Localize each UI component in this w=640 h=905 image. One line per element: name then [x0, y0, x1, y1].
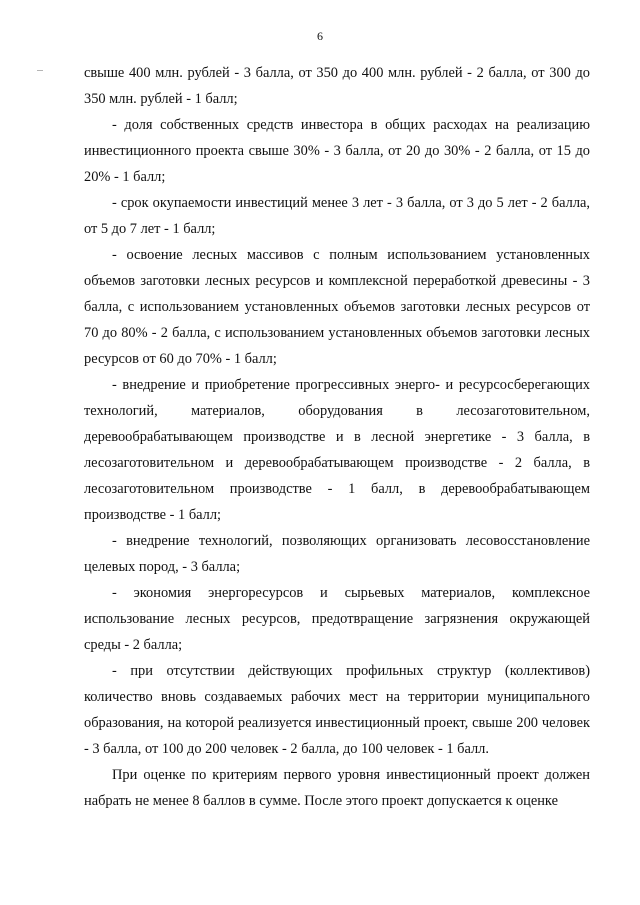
- paragraph-reforestation-technologies: - внедрение технологий, позволяющих организовать лесовосстановление целевых пород, - 3 балла;: [84, 533, 590, 575]
- paragraph-resource-saving-technologies: - внедрение и приобретение прогрессивных энерго- и ресурсосберегающих технологий, материалов, оборудования в лесозаготовительном, деревообрабатывающем производстве и в лесной энергетике - 3 балла, в лесозаготовительном и деревообрабатывающем производстве - 2 балла, в лесозаготовительном производстве - 1 балл, в деревообрабатывающем производстве - 1 балл;: [84, 377, 590, 523]
- paragraph-payback-period: - срок окупаемости инвестиций менее 3 лет - 3 балла, от 3 до 5 лет - 2 балла, от 5 до 7 лет - 1 балл;: [84, 195, 590, 237]
- document-body: [84, 60, 590, 814]
- paragraph-energy-economy: - экономия энергоресурсов и сырьевых материалов, комплексное использование лесных ресурсов, предотвращение загрязнения окружающей среды - 2 балла;: [84, 585, 590, 653]
- paragraph-investment-volume-continued: свыше 400 млн. рублей - 3 балла, от 350 до 400 млн. рублей - 2 балла, от 300 до 350 млн. рублей - 1 балл;: [84, 65, 590, 107]
- margin-mark: [37, 70, 43, 71]
- paragraph-own-funds-share: - доля собственных средств инвестора в общих расходах на реализацию инвестиционного проекта свыше 30% - 3 балла, от 20 до 30% - 2 балла, от 15 до 20% - 1 балл;: [84, 117, 590, 185]
- paragraph-first-level-assessment: При оценке по критериям первого уровня инвестиционный проект должен набрать не менее 8 баллов в сумме. После этого проект допускается к оценке: [84, 767, 590, 809]
- paragraph-forest-development: - освоение лесных массивов с полным использованием установленных объемов заготовки лесных ресурсов и комплексной переработкой древесины - 3 балла, с использованием установленных объемов заготовки лесных ресурсов от 70 до 80% - 2 балла, с использованием установленных объемов заготовки лесных ресурсов от 60 до 70% - 1 балл;: [84, 247, 590, 367]
- paragraph-new-jobs: - при отсутствии действующих профильных структур (коллективов) количество вновь создаваемых рабочих мест на территории муниципального образования, на которой реализуется инвестиционный проект, свыше 200 человек - 3 балла, от 100 до 200 человек - 2 балла, до 100 человек - 1 балл.: [84, 663, 590, 757]
- page-number: 6: [317, 29, 323, 43]
